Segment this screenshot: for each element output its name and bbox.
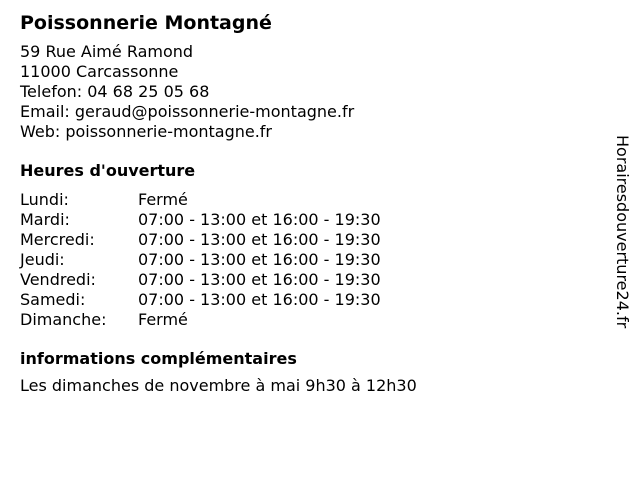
hours-time: 07:00 - 13:00 et 16:00 - 19:30 (138, 270, 381, 289)
hours-time: 07:00 - 13:00 et 16:00 - 19:30 (138, 230, 381, 249)
hours-row-lundi (20, 190, 600, 210)
hours-time: 07:00 - 13:00 et 16:00 - 19:30 (138, 290, 381, 309)
hours-day: Mercredi: (20, 230, 95, 249)
hours-day: Lundi: (20, 190, 69, 209)
hours-row-mercredi (20, 230, 600, 250)
hours-time: 07:00 - 13:00 et 16:00 - 19:30 (138, 210, 381, 229)
business-name: Poissonnerie Montagné (20, 12, 272, 34)
hours-day: Jeudi: (20, 250, 65, 269)
street-address: 59 Rue Aimé Ramond (20, 42, 194, 61)
email-line: Email: geraud@poissonnerie-montagne.fr (20, 102, 355, 121)
hours-time: Fermé (138, 310, 188, 329)
business-card (20, 10, 600, 396)
hours-row-dimanche (20, 310, 600, 330)
hours-day: Dimanche: (20, 310, 107, 329)
phone-line: Telefon: 04 68 25 05 68 (20, 82, 210, 101)
hours-time: Fermé (138, 190, 188, 209)
info-text: Les dimanches de novembre à mai 9h30 à 12h30 (20, 376, 417, 395)
hours-row-vendredi (20, 270, 600, 290)
hours-day: Vendredi: (20, 270, 96, 289)
web-line: Web: poissonnerie-montagne.fr (20, 122, 273, 141)
hours-title: Heures d'ouverture (20, 161, 196, 180)
hours-row-jeudi (20, 250, 600, 270)
info-title: informations complémentaires (20, 349, 297, 368)
hours-table (20, 190, 600, 330)
hours-day: Samedi: (20, 290, 86, 309)
hours-time: 07:00 - 13:00 et 16:00 - 19:30 (138, 250, 381, 269)
site-watermark: Horairesdouverture24.fr (613, 135, 632, 329)
address-block (20, 42, 600, 142)
postal-city: 11000 Carcassonne (20, 62, 179, 81)
hours-row-mardi (20, 210, 600, 230)
hours-day: Mardi: (20, 210, 70, 229)
hours-row-samedi (20, 290, 600, 310)
